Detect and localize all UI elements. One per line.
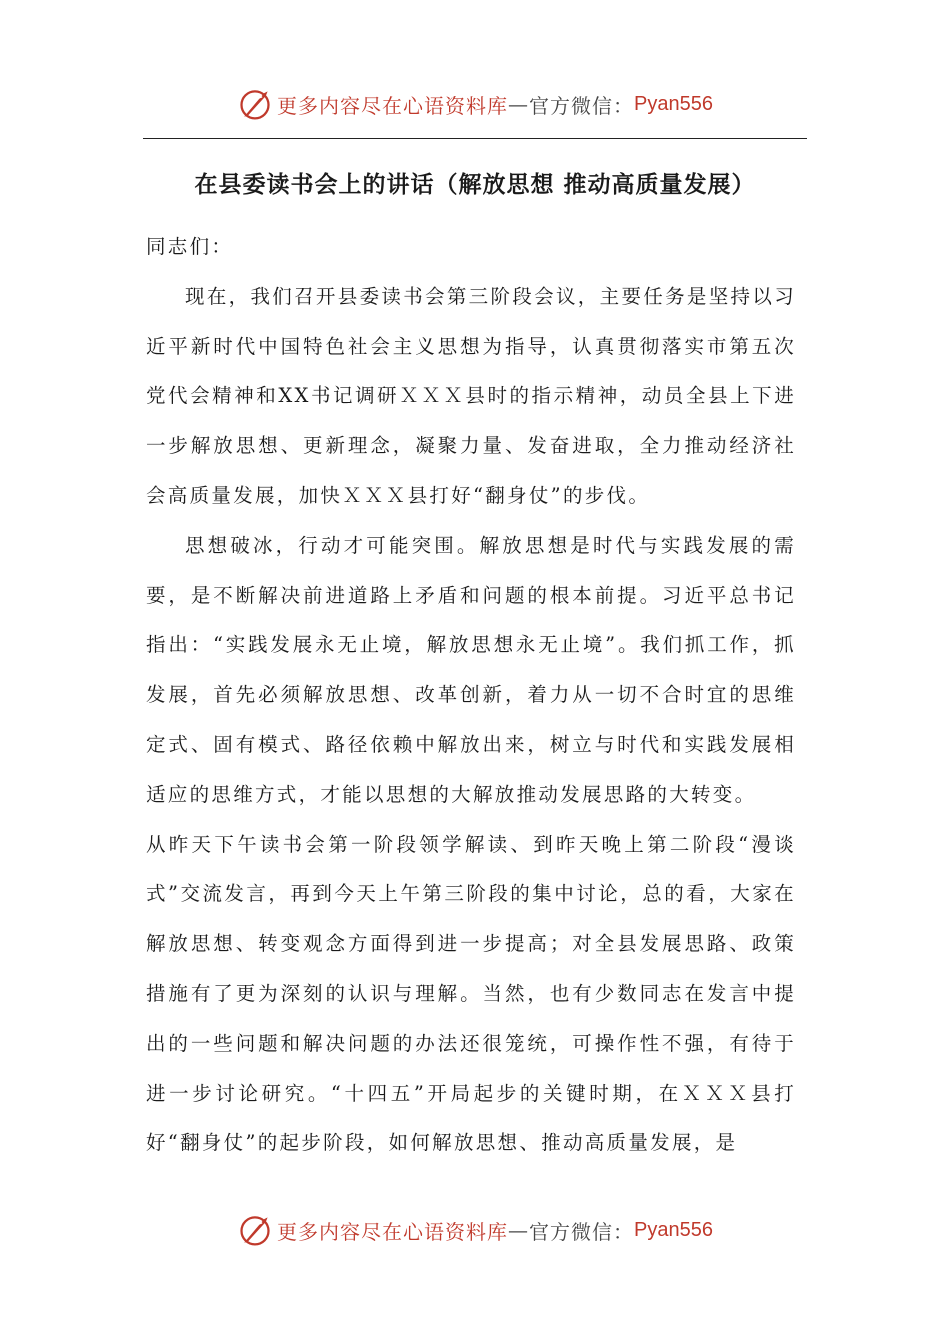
- banner-separator: —: [508, 92, 530, 116]
- banner-wechat-id: Pyan556: [634, 92, 713, 115]
- paragraph-1: 现在，我们召开县委读书会第三阶段会议，主要任务是坚持以习近平新时代中国特色社会主义思想为指导，认真贯彻落实市第五次党代会精神和XX书记调研ＸＸＸ县时的指示精神，动员全县上下进一步解放思想、更新理念，凝聚力量、发奋进取，全力推动经济社会高质量发展，加快ＸＸＸ县打好“翻身仗”的步伐。: [146, 284, 796, 507]
- salutation: 同志们：: [146, 235, 234, 258]
- document-title: 在县委读书会上的讲话（解放思想 推动高质量发展）: [194, 172, 756, 198]
- quill-pen-logo-icon: [237, 86, 273, 122]
- footer-banner-separator: —: [508, 1218, 530, 1242]
- header-divider: [143, 138, 807, 139]
- footer-banner: [0, 1210, 950, 1250]
- quill-pen-logo-icon: [237, 1212, 273, 1248]
- paragraph-3: 从昨天下午读书会第一阶段领学解读、到昨天晚上第二阶段“漫谈式”交流发言，再到今天上午第三阶段的集中讨论，总的看，大家在解放思想、转变观念方面得到进一步提高；对全县发展思路、政策措施有了更为深刻的认识与理解。当然，也有少数同志在发言中提出的一些问题和解决问题的办法还很笼统，可操作性不强，有待于进一步讨论研究。“十四五”开局起步的关键时期，在ＸＸＸ县打好“翻身仗”的起步阶段，如何解放思想、推动高质量发展，是: [146, 832, 796, 1155]
- footer-banner-label: 官方微信：: [529, 1219, 635, 1244]
- header-banner: [0, 84, 950, 124]
- banner-main-text: 更多内容尽在心语资料库: [277, 93, 509, 118]
- banner-label: 官方微信：: [529, 93, 635, 118]
- document-body: [146, 222, 796, 1168]
- footer-banner-main-text: 更多内容尽在心语资料库: [277, 1219, 509, 1244]
- paragraph-2: 思想破冰，行动才可能突围。解放思想是时代与实践发展的需要，是不断解决前进道路上矛盾和问题的根本前提。习近平总书记指出：“实践发展永无止境，解放思想永无止境”。我们抓工作，抓发展，首先必须解放思想、改革创新，着力从一切不合时宜的思维定式、固有模式、路径依赖中解放出来，树立与时代和实践发展相适应的思维方式，才能以思想的大解放推动发展思路的大转变。: [146, 533, 796, 806]
- footer-banner-wechat-id: Pyan556: [634, 1218, 713, 1241]
